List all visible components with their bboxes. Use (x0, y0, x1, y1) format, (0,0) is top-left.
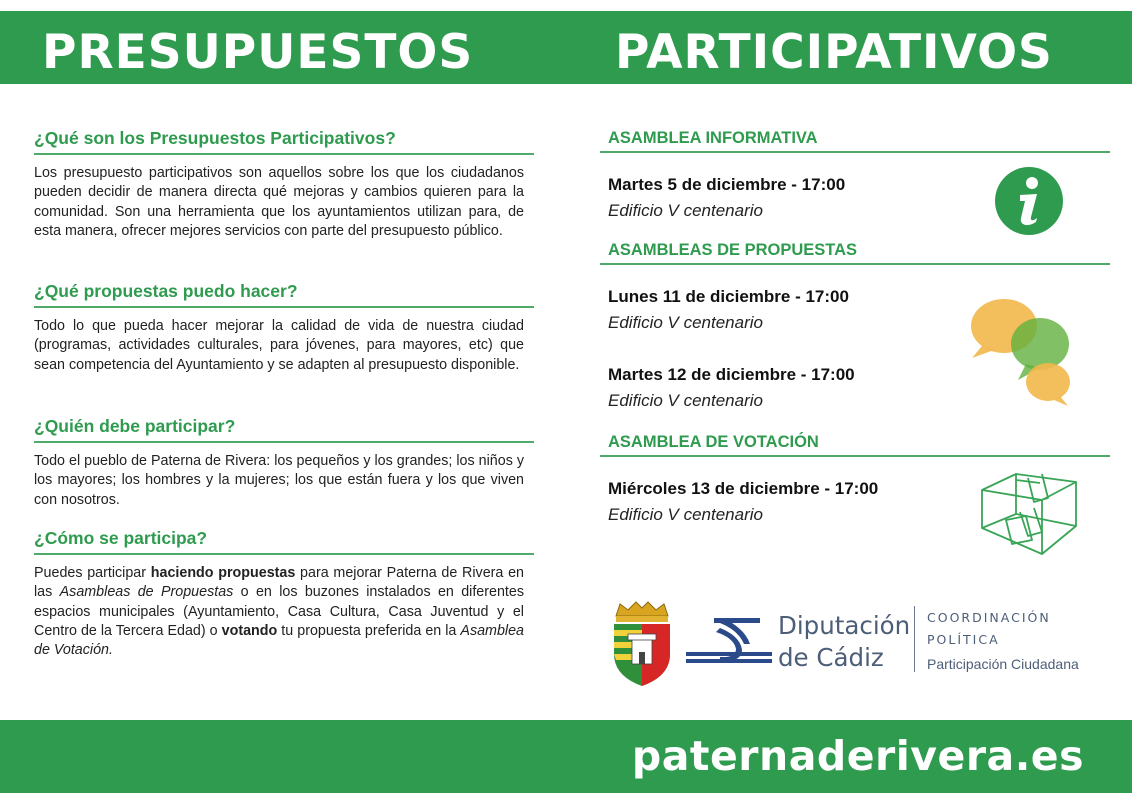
body-text: o en los buzones instalados en diferentes espacios municipales (Ayuntamiento, Casa Cultura, Casa Juventud y el Centro de la Tercera Edad) o (34, 584, 524, 639)
coat-of-arms-icon (606, 600, 678, 688)
section-divider (34, 153, 534, 155)
event-divider (600, 263, 1110, 265)
coordinacion-line2: POLÍTICA (927, 632, 1000, 647)
section-divider (34, 441, 534, 443)
body-text: tu propuesta preferida en la (277, 622, 461, 639)
section-que-son (34, 128, 534, 241)
ballot-box-icon (976, 468, 1080, 560)
section-divider (34, 553, 534, 555)
coordinacion-line1: COORDINACIÓN (927, 610, 1051, 625)
diputacion-name-line2: de Cádiz (778, 643, 884, 672)
speech-bubbles-icon (968, 296, 1076, 408)
body-text-italic: Asamblea de Votación. (34, 622, 524, 659)
section-title: ¿Qué son los Presupuestos Participativos? (34, 128, 396, 148)
event-title: ASAMBLEA INFORMATIVA (608, 129, 818, 147)
body-text: para mejorar Paterna de Rivera en las (34, 565, 525, 601)
diputacion-emblem-icon (686, 612, 772, 670)
event-date: Miércoles 13 de diciembre - 17:00 (608, 479, 879, 498)
logo-divider (914, 606, 915, 672)
event-place: Edificio V centenario (608, 391, 763, 410)
website-url[interactable]: paternaderivera.es (631, 732, 1084, 780)
section-title: ¿Quién debe participar? (34, 416, 236, 436)
event-date: Martes 12 de diciembre - 17:00 (608, 365, 855, 384)
event-divider (600, 455, 1110, 457)
body-text: Puedes participar (34, 565, 151, 581)
event-place: Edificio V centenario (608, 313, 763, 332)
sponsor-logos (602, 598, 1102, 690)
section-title: ¿Qué propuestas puedo hacer? (34, 281, 298, 301)
section-como-participa (34, 528, 534, 660)
event-place: Edificio V centenario (608, 505, 763, 524)
section-body: Todo el pueblo de Paterna de Rivera: los pequeños y los grandes; los niños y los mayores; los hombres y la mujeres; los que están fuera y los que viven con nosotros. (34, 453, 524, 508)
body-text-bold: votando (221, 622, 278, 639)
info-icon (993, 165, 1065, 237)
event-place: Edificio V centenario (608, 201, 763, 220)
section-divider (34, 306, 534, 308)
section-body: Los presupuesto participativos son aquellos sobre los que los ciudadanos pueden decidir de manera directa qué mejoras y cambios quieren para la comunidad. Son una herramienta que los ayuntamientos utilizan para, de esta manera, ofrecer mejores servicios con parte del presupuesto público. (34, 165, 524, 239)
event-title: ASAMBLEA DE VOTACIÓN (608, 433, 819, 451)
section-title: ¿Cómo se participa? (34, 528, 208, 548)
section-body: Todo lo que pueda hacer mejorar la calidad de vida de nuestra ciudad (programas, actividades culturales, para jóvenes, para mayores, etc) que sean competencia del Ayuntamiento y se adapten al presupuesto disponible. (34, 318, 524, 373)
body-text-bold: haciendo propuestas (150, 565, 296, 581)
body-text-italic: Asambleas de Propuestas (59, 584, 234, 601)
event-divider (600, 151, 1110, 153)
event-title: ASAMBLEAS DE PROPUESTAS (608, 241, 858, 259)
header-title-word-2: PARTICIPATIVOS (615, 25, 1053, 80)
header-title-word-1: PRESUPUESTOS (42, 25, 474, 80)
diputacion-name-line1: Diputación (778, 611, 911, 640)
footer-banner (0, 720, 1132, 793)
section-que-propuestas (34, 281, 534, 375)
section-quien-participa (34, 416, 534, 510)
section-body (34, 564, 524, 660)
coordinacion-line3: Participación Ciudadana (927, 656, 1079, 672)
event-date: Lunes 11 de diciembre - 17:00 (608, 287, 849, 306)
event-date: Martes 5 de diciembre - 17:00 (608, 175, 846, 194)
header-banner (0, 11, 1132, 84)
